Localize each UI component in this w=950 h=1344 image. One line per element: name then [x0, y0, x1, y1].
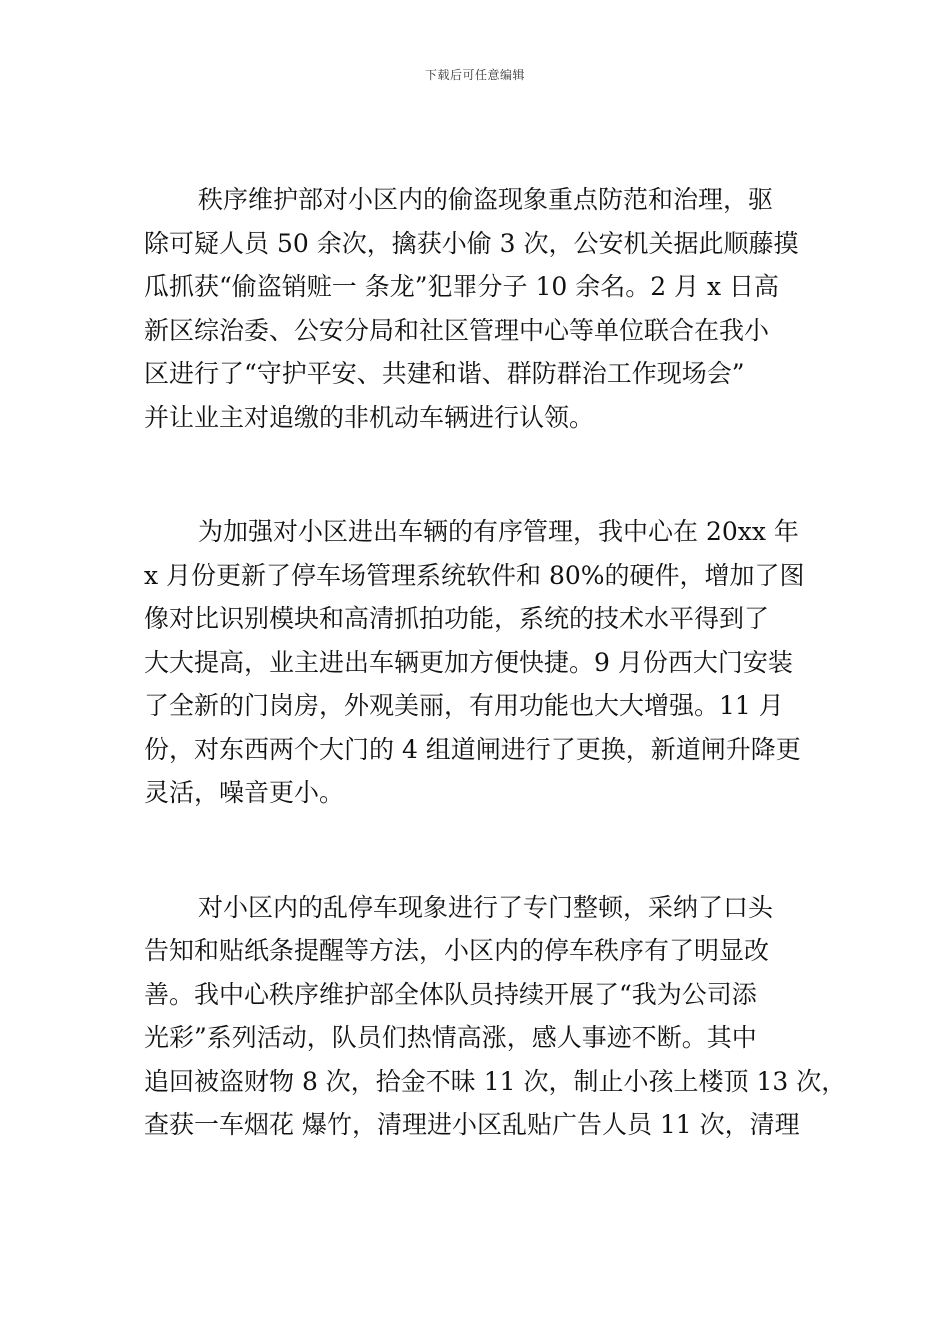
text-line: x 月份更新了停车场管理系统软件和 80%的硬件，增加了图	[144, 560, 805, 590]
text-line: 追回被盗财物 8 次，拾金不昧 11 次，制止小孩上楼顶 13 次，	[144, 1066, 847, 1096]
paragraph-vehicle-management	[144, 510, 824, 815]
text-line: 除可疑人员 50 余次，擒获小偷 3 次，公安机关据此顺藤摸	[144, 228, 799, 258]
text-line: 并让业主对追缴的非机动车辆进行认领。	[144, 402, 595, 432]
text-line: 区进行了“守护平安、共建和谐、群防群治工作现场会”	[144, 359, 745, 388]
document-body	[144, 178, 847, 1147]
text-line: 瓜抓获“偷盗销赃一 条龙”犯罪分子 10 余名。2 月 x 日高	[144, 272, 780, 301]
text-line: 告知和贴纸条提醒等方法，小区内的停车秩序有了明显改	[144, 936, 770, 965]
text-line: 对小区内的乱停车现象进行了专门整顿，采纳了口头	[198, 892, 774, 922]
text-line: 了全新的门岗房，外观美丽，有用功能也大大增强。11 月	[144, 691, 784, 720]
text-line: 善。我中心秩序维护部全体队员持续开展了“我为公司添	[144, 979, 757, 1009]
text-line: 灵活，噪音更小。	[144, 778, 345, 807]
paragraph-security-patrol	[144, 178, 824, 439]
text-line: 大大提高，业主进出车辆更加方便快捷。9 月份西大门安装	[144, 647, 793, 677]
text-line: 为加强对小区进出车辆的有序管理，我中心在 20xx 年	[198, 517, 799, 546]
text-line: 光彩”系列活动，队员们热情高涨，感人事迹不断。其中	[144, 1023, 757, 1052]
paragraph-parking-order	[144, 886, 847, 1147]
text-line: 像对比识别模块和高清抓拍功能，系统的技术水平得到了	[144, 604, 770, 633]
text-line: 查获一车烟花 爆竹，清理进小区乱贴广告人员 11 次，清理	[144, 1110, 800, 1139]
page-header-note: 下载后可任意编辑	[424, 68, 525, 82]
text-line: 新区综治委、公安分局和社区管理中心等单位联合在我小	[144, 315, 770, 345]
text-line: 秩序维护部对小区内的偷盗现象重点防范和治理，驱	[198, 185, 774, 214]
text-line: 份，对东西两个大门的 4 组道闸进行了更换，新道闸升降更	[144, 734, 801, 764]
